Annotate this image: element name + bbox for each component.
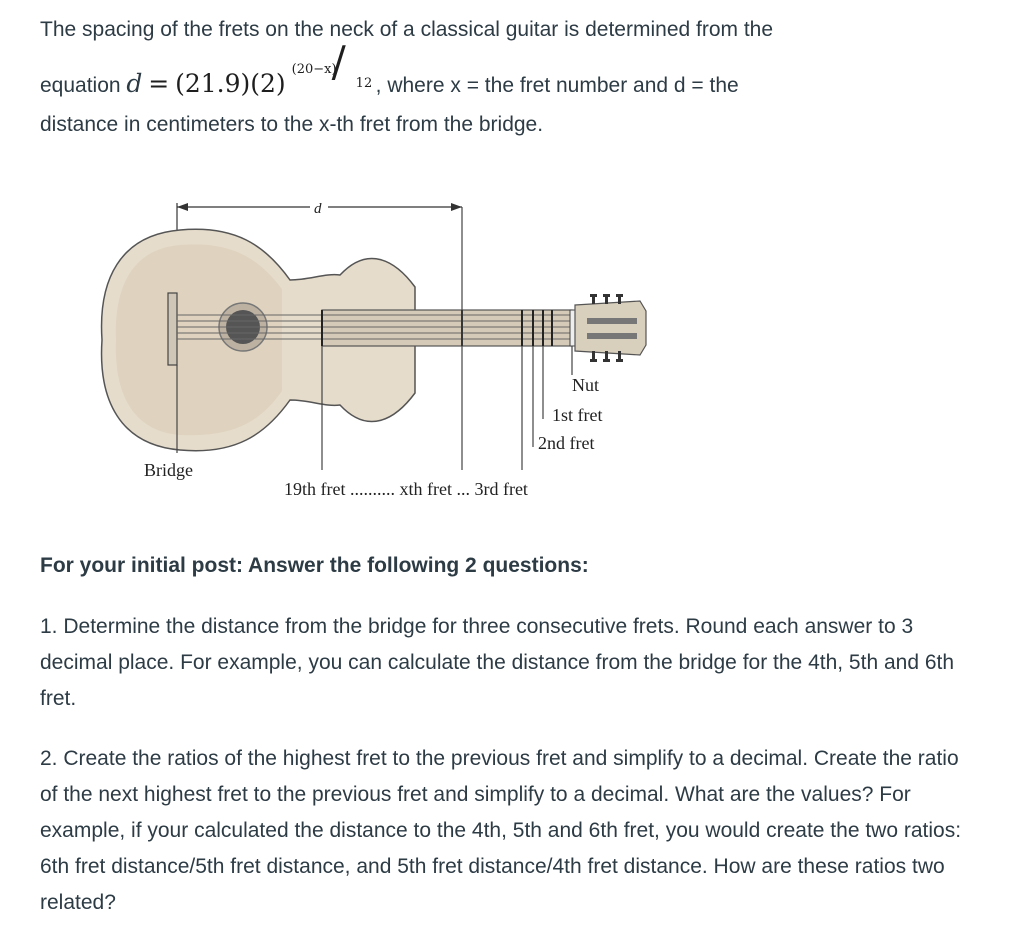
- d-label: d: [314, 201, 322, 217]
- equation-tail: , where x = the fret number and d = the: [375, 74, 739, 97]
- headstock-slot-bottom: [587, 333, 637, 339]
- question-1: 1. Determine the distance from the bridge for three consecutive frets. Round each answer to 3 decimal place. For example, you can calculate the distance from the bridge for the 4th, 5th and 6th fret.: [40, 615, 955, 710]
- questions-heading: For your initial post: Answer the following 2 questions:: [40, 554, 589, 577]
- fret-1-label: 1st fret: [552, 405, 603, 425]
- arrow-right-icon: [451, 203, 462, 211]
- bridge-label: Bridge: [144, 460, 193, 480]
- equation-prefix: equation: [40, 74, 121, 97]
- nut: [570, 310, 575, 346]
- fret-2-label: 2nd fret: [538, 433, 595, 453]
- intro-line-1: The spacing of the frets on the neck of a classical guitar is determined from the: [40, 18, 774, 41]
- bridge: [168, 293, 177, 365]
- intro-line-3: distance in centimeters to the x-th fret from the bridge.: [40, 113, 544, 136]
- fraction-slash-icon: /: [331, 37, 346, 86]
- exponent-denominator: 12: [355, 76, 373, 91]
- intro-equation-line: [40, 37, 739, 104]
- equation-variable-d: d: [126, 69, 143, 98]
- nut-label: Nut: [572, 375, 599, 395]
- fret-sequence-label: 19th fret .......... xth fret ... 3rd fret: [284, 479, 528, 499]
- equation-base: (21.9)(2): [175, 69, 286, 98]
- guitar-diagram: [100, 185, 660, 515]
- headstock-slot-top: [587, 318, 637, 324]
- equation-equals: =: [148, 69, 170, 98]
- arrow-left-icon: [177, 203, 188, 211]
- headstock: [575, 301, 646, 355]
- equation-exponent: [286, 37, 376, 102]
- exponent-numerator: (20−x): [291, 62, 337, 77]
- question-2: 2. Create the ratios of the highest fret to the previous fret and simplify to a decimal. Create the ratio of the next highest fret to the previous fret and simplify to a decimal. What are the values? For example, if your calculated the distance to the 4th, 5th and 6th fret, you would create the two ratios: 6th fret distance/5th fret distance, and 5th fret distance/4th fret distance. How are these ratios two related?: [40, 747, 962, 914]
